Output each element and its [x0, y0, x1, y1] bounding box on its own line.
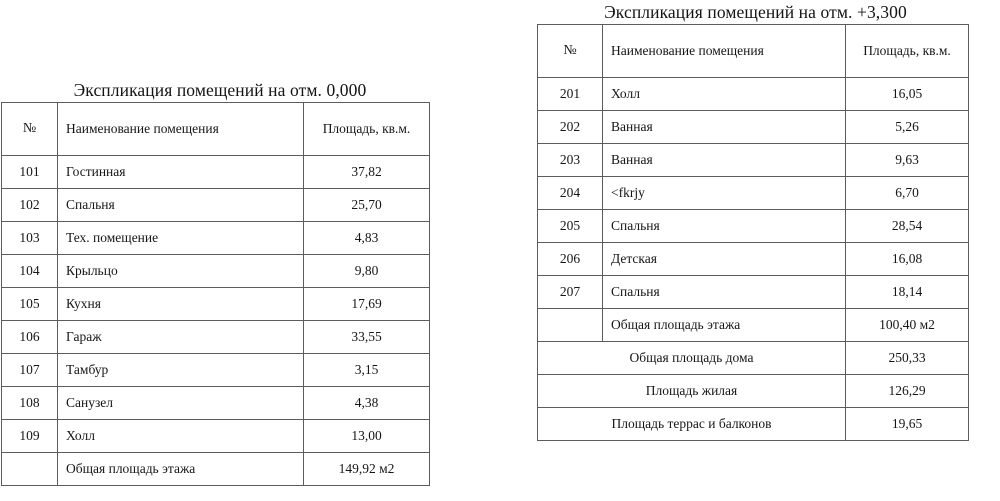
- summary-label: Общая площадь этажа: [603, 309, 846, 342]
- column-header-number: №: [538, 25, 603, 78]
- second-floor-table: [537, 24, 969, 441]
- table-row: [2, 321, 430, 354]
- summary-area: 250,33: [846, 342, 969, 375]
- summary-area: 19,65: [846, 408, 969, 441]
- room-number: 103: [2, 222, 58, 255]
- room-name: Холл: [603, 78, 846, 111]
- table-row: [538, 111, 969, 144]
- room-name: <fkrjy: [603, 177, 846, 210]
- column-header-name: Наименование помещения: [603, 25, 846, 78]
- table-row: [538, 144, 969, 177]
- summary-number: [538, 309, 603, 342]
- room-number: 104: [2, 255, 58, 288]
- room-name: Крыльцо: [58, 255, 304, 288]
- ground-floor-title: Экспликация помещений на отм. 0,000: [73, 80, 367, 100]
- column-header-name: Наименование помещения: [58, 103, 304, 156]
- second-floor-title: Экспликация помещений на отм. +3,300: [604, 2, 907, 22]
- summary-label: Общая площадь дома: [538, 342, 846, 375]
- summary-label: Площадь террас и балконов: [538, 408, 846, 441]
- room-number: 202: [538, 111, 603, 144]
- room-area: 18,14: [846, 276, 969, 309]
- table-row: [2, 354, 430, 387]
- room-name: Гостинная: [58, 156, 304, 189]
- room-number: 207: [538, 276, 603, 309]
- room-area: 4,38: [304, 387, 430, 420]
- room-name: Кухня: [58, 288, 304, 321]
- room-number: 105: [2, 288, 58, 321]
- room-area: 37,82: [304, 156, 430, 189]
- room-name: Санузел: [58, 387, 304, 420]
- room-name: Ванная: [603, 144, 846, 177]
- summary-number: [2, 453, 58, 486]
- room-number: 205: [538, 210, 603, 243]
- table-row: [538, 210, 969, 243]
- table-row: [538, 276, 969, 309]
- room-area: 13,00: [304, 420, 430, 453]
- table-row: [2, 420, 430, 453]
- room-name: Тамбур: [58, 354, 304, 387]
- room-name: Холл: [58, 420, 304, 453]
- summary-label: Площадь жилая: [538, 375, 846, 408]
- room-number: 107: [2, 354, 58, 387]
- table-row: [2, 387, 430, 420]
- table-header-row: [2, 103, 430, 156]
- room-number: 203: [538, 144, 603, 177]
- summary-row-terrace-balcony-area: [538, 408, 969, 441]
- column-header-number: №: [2, 103, 58, 156]
- room-number: 108: [2, 387, 58, 420]
- room-area: 5,26: [846, 111, 969, 144]
- summary-area: 149,92 м2: [304, 453, 430, 486]
- summary-area: 126,29: [846, 375, 969, 408]
- room-area: 28,54: [846, 210, 969, 243]
- room-area: 16,08: [846, 243, 969, 276]
- room-number: 201: [538, 78, 603, 111]
- room-number: 206: [538, 243, 603, 276]
- summary-row-floor-total: [538, 309, 969, 342]
- room-number: 109: [2, 420, 58, 453]
- room-name: Спальня: [603, 210, 846, 243]
- room-name: Ванная: [603, 111, 846, 144]
- table-row: [2, 255, 430, 288]
- column-header-area: Площадь, кв.м.: [304, 103, 430, 156]
- room-name: Гараж: [58, 321, 304, 354]
- room-area: 17,69: [304, 288, 430, 321]
- explication-ground-floor: [1, 78, 429, 486]
- ground-floor-table: [1, 102, 430, 486]
- summary-label: Общая площадь этажа: [58, 453, 304, 486]
- room-number: 102: [2, 189, 58, 222]
- room-area: 3,15: [304, 354, 430, 387]
- room-name: Спальня: [603, 276, 846, 309]
- table-row: [2, 156, 430, 189]
- room-name: Детская: [603, 243, 846, 276]
- summary-row-house-total: [538, 342, 969, 375]
- table-row: [538, 243, 969, 276]
- room-number: 101: [2, 156, 58, 189]
- room-area: 25,70: [304, 189, 430, 222]
- room-area: 4,83: [304, 222, 430, 255]
- room-number: 204: [538, 177, 603, 210]
- room-name: Тех. помещение: [58, 222, 304, 255]
- room-area: 33,55: [304, 321, 430, 354]
- column-header-area: Площадь, кв.м.: [846, 25, 969, 78]
- summary-row-living-area: [538, 375, 969, 408]
- room-number: 106: [2, 321, 58, 354]
- room-name: Спальня: [58, 189, 304, 222]
- room-area: 6,70: [846, 177, 969, 210]
- table-row: [2, 222, 430, 255]
- room-area: 9,63: [846, 144, 969, 177]
- table-row: [538, 177, 969, 210]
- room-area: 9,80: [304, 255, 430, 288]
- table-row: [2, 288, 430, 321]
- summary-area: 100,40 м2: [846, 309, 969, 342]
- summary-row-floor-total: [2, 453, 430, 486]
- table-row: [538, 78, 969, 111]
- table-row: [2, 189, 430, 222]
- explication-second-floor: [537, 0, 968, 441]
- table-header-row: [538, 25, 969, 78]
- room-area: 16,05: [846, 78, 969, 111]
